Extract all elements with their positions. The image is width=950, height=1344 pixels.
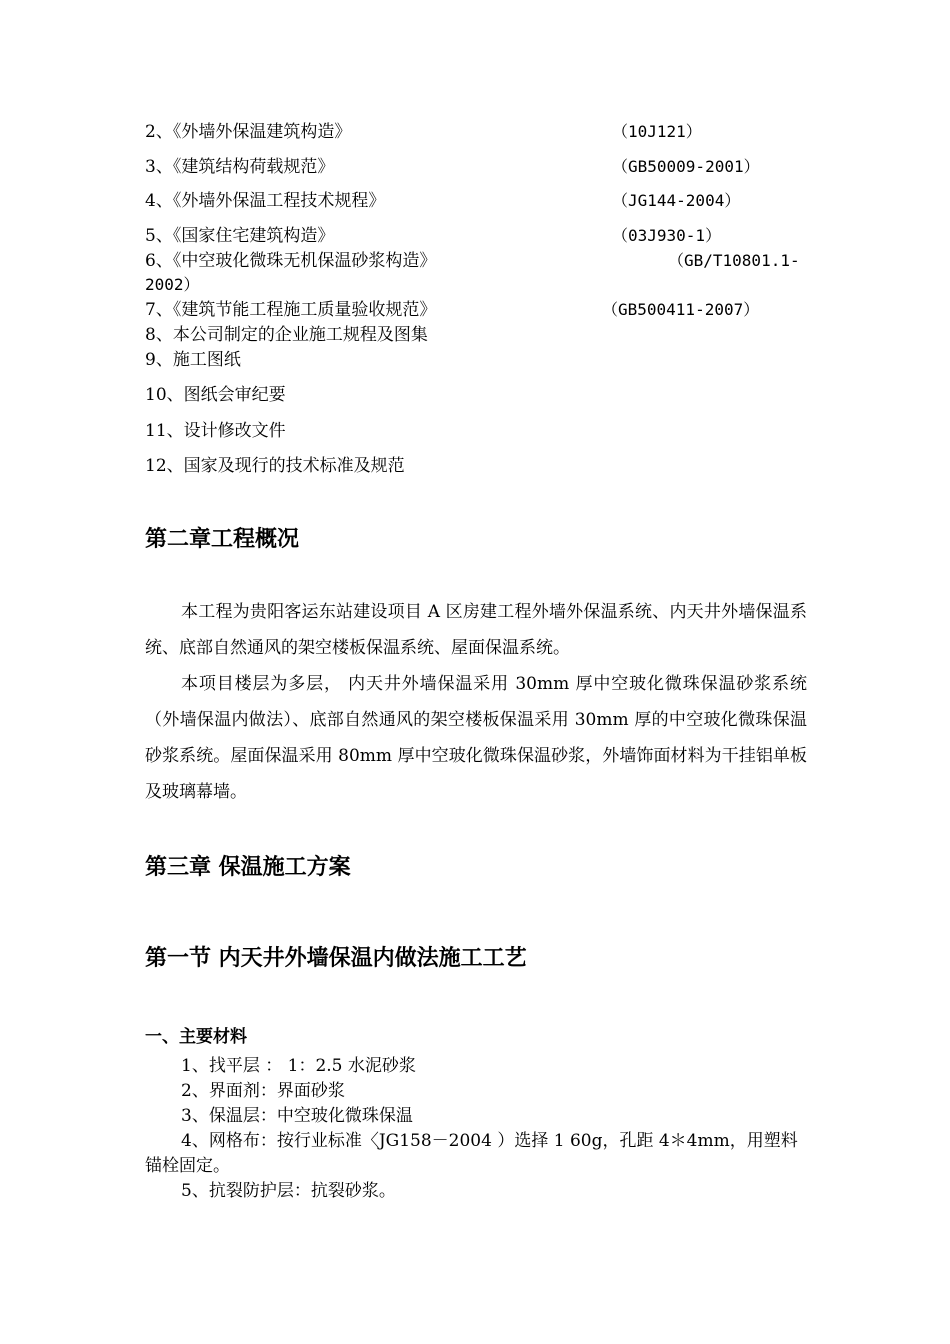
reference-code: （GB500411-2007） xyxy=(602,300,760,319)
reference-item: 11、设计修改文件 xyxy=(145,421,286,441)
material-item: 2、界面剂：界面砂浆 xyxy=(181,1081,345,1101)
material-item: 3、保温层：中空玻化微珠保温 xyxy=(181,1106,413,1126)
reference-item: 4、《外墙外保温工程技术规程》 xyxy=(145,191,386,211)
reference-item: 6、《中空玻化微珠无机保温砂浆构造》 xyxy=(145,251,437,271)
chapter-2-title: 第二章工程概况 xyxy=(145,527,300,552)
reference-item: 7、《建筑节能工程施工质量验收规范》 xyxy=(145,300,437,320)
reference-code: （10J121） xyxy=(612,122,702,141)
subsection-title: 一、主要材料 xyxy=(145,1027,247,1047)
reference-item: 10、图纸会审纪要 xyxy=(145,385,286,405)
reference-item: 5、《国家住宅建筑构造》 xyxy=(145,226,335,246)
reference-code: （GB50009-2001） xyxy=(612,157,760,176)
reference-code: （03J930-1） xyxy=(612,226,722,245)
reference-item: 9、施工图纸 xyxy=(145,350,241,370)
material-item: 5、抗裂防护层：抗裂砂浆。 xyxy=(181,1181,396,1201)
chapter-2-paragraph: 本项目楼层为多层， 内天井外墙保温采用 30mm 厚中空玻化微珠保温砂浆系统（外墙保温内做法）、底部自然通风的架空楼板保温采用 30mm 厚的中空玻化微珠保温砂浆系统。屋面保温采用 80mm 厚中空玻化微珠保温砂浆，外墙饰面材料为干挂铝单板及玻璃幕墙。 xyxy=(145,674,807,802)
reference-item: 2、《外墙外保温建筑构造》 xyxy=(145,122,352,142)
material-item: 4、网格布：按行业标准〈JG158－2004 ）选择 1 60g，孔距 4＊4mm，用塑料锚栓固定。 xyxy=(145,1131,798,1176)
chapter-2-paragraph: 本工程为贵阳客运东站建设项目 A 区房建工程外墙外保温系统、内天井外墙保温系统、底部自然通风的架空楼板保温系统、屋面保温系统。 xyxy=(145,602,807,658)
reference-code: （GB/T10801.1- xyxy=(668,251,800,270)
chapter-3-title: 第三章 保温施工方案 xyxy=(145,855,351,880)
reference-item: 8、本公司制定的企业施工规程及图集 xyxy=(145,325,428,345)
reference-item: 12、国家及现行的技术标准及规范 xyxy=(145,456,405,476)
reference-item: 3、《建筑结构荷载规范》 xyxy=(145,157,335,177)
reference-code-continuation: 2002） xyxy=(145,275,200,294)
reference-code: （JG144-2004） xyxy=(612,191,741,210)
section-title: 第一节 内天井外墙保温内做法施工工艺 xyxy=(145,946,527,971)
material-item: 1、找平层 ： 1：2.5 水泥砂浆 xyxy=(181,1056,416,1076)
